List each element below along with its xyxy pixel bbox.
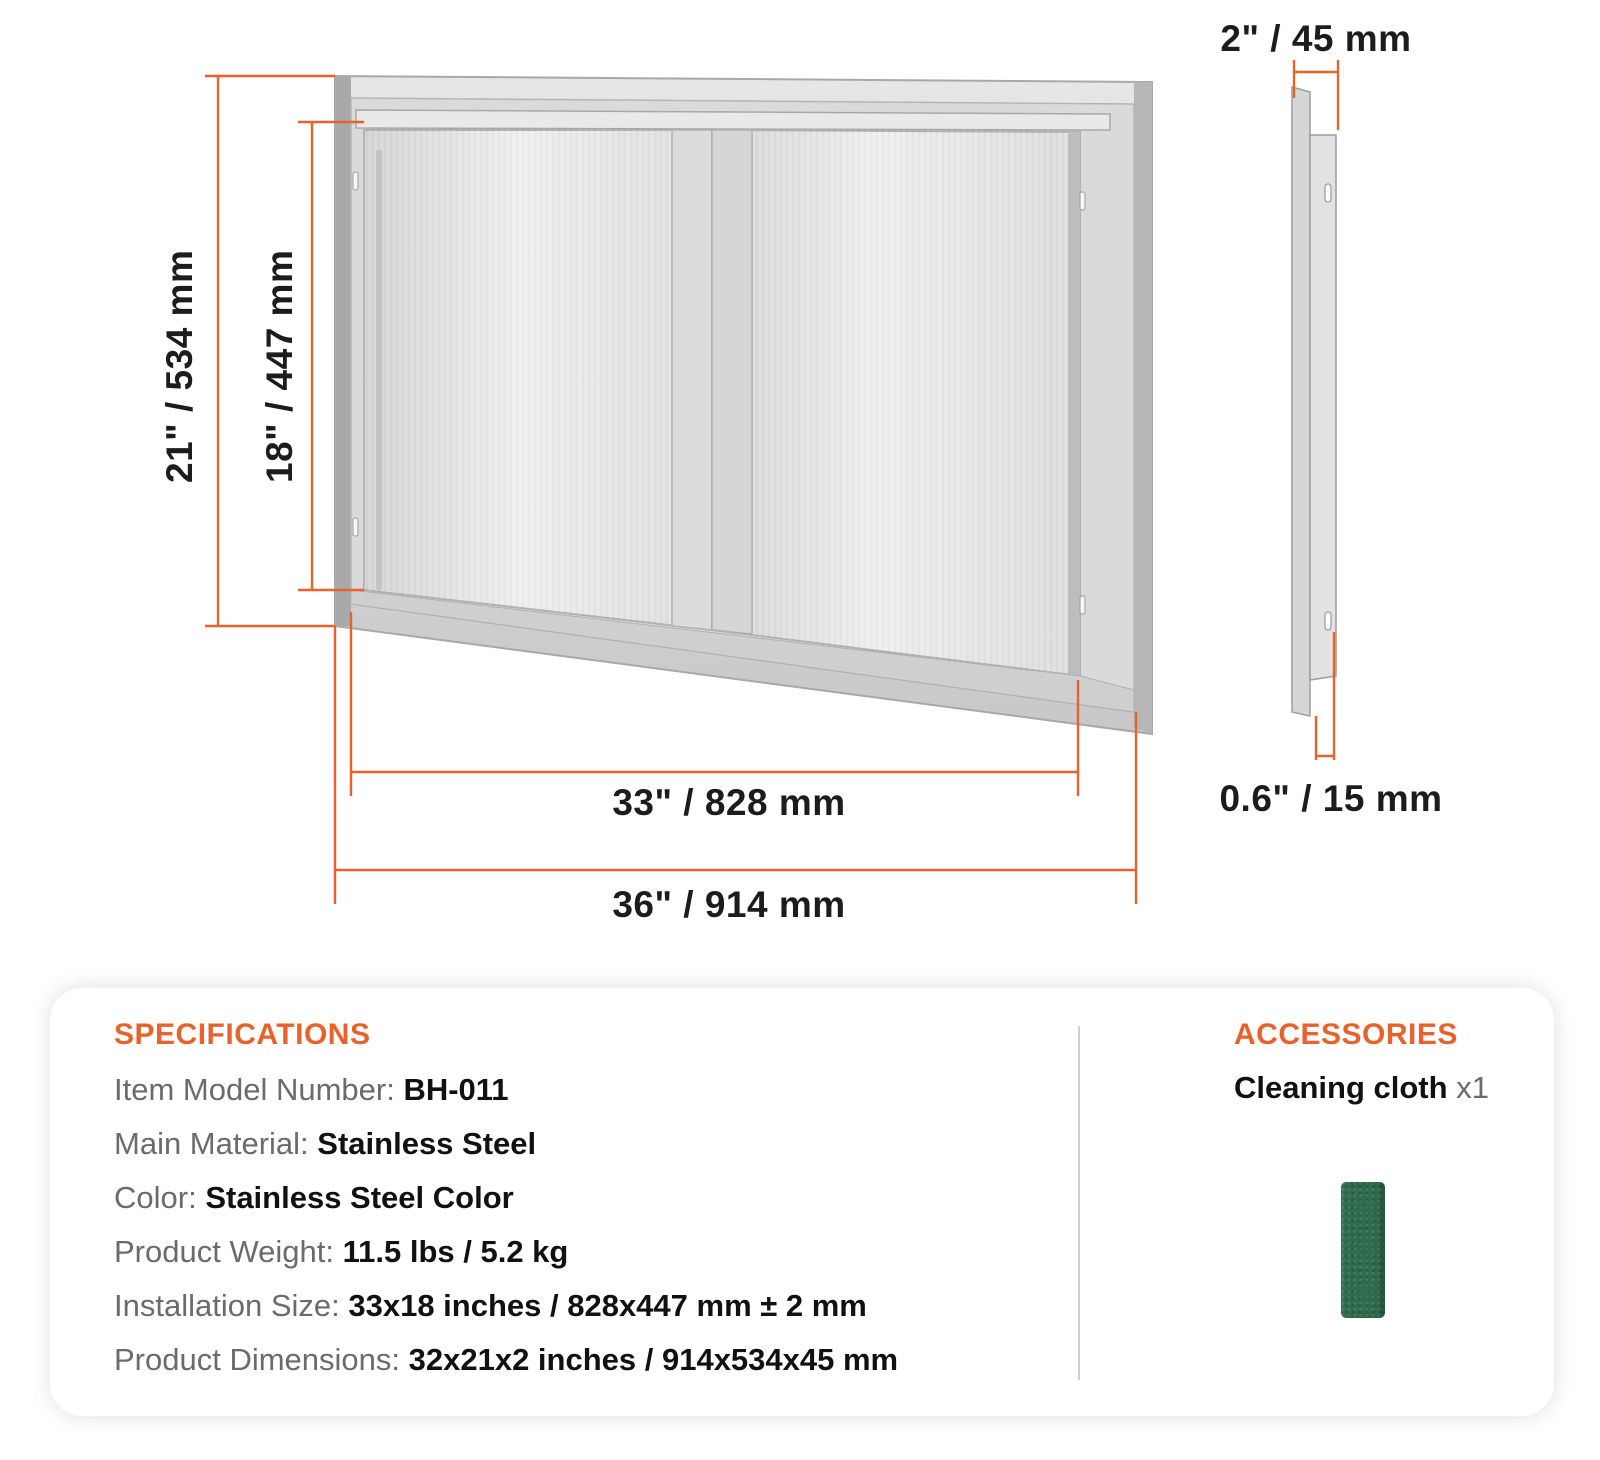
spec-value: 32x21x2 inches / 914x534x45 mm — [408, 1342, 899, 1377]
accessory-name: Cleaning cloth — [1234, 1070, 1448, 1105]
spec-value: Stainless Steel — [317, 1126, 537, 1161]
accessories-title: ACCESSORIES — [1234, 1018, 1458, 1051]
spec-value: 33x18 inches / 828x447 mm ± 2 mm — [348, 1288, 867, 1323]
opening-height-label: 18" / 447 mm — [259, 249, 300, 483]
spec-value: Stainless Steel Color — [205, 1180, 514, 1215]
opening-width-label: 33" / 828 mm — [612, 782, 846, 823]
accessory-qty: x1 — [1447, 1070, 1489, 1105]
accessory-item — [1234, 1070, 1489, 1106]
cleaning-cloth-icon — [1341, 1182, 1385, 1318]
spec-row-material — [114, 1126, 536, 1162]
overall-width-label: 36" / 914 mm — [612, 884, 846, 925]
spec-label: Product Dimensions: — [114, 1342, 409, 1377]
spec-value: 11.5 lbs / 5.2 kg — [342, 1234, 569, 1269]
depth-label: 2" / 45 mm — [1220, 18, 1412, 59]
spec-label: Color: — [114, 1180, 206, 1215]
spec-row-model — [114, 1072, 509, 1108]
card-divider — [1078, 1026, 1080, 1380]
spec-label: Item Model Number: — [114, 1072, 404, 1107]
spec-label: Installation Size: — [114, 1288, 349, 1323]
overall-height-label: 21" / 534 mm — [159, 249, 200, 483]
left-door — [364, 130, 712, 630]
spec-row-installation-size — [114, 1288, 867, 1324]
side-view — [1292, 87, 1336, 716]
specifications-title: SPECIFICATIONS — [114, 1018, 371, 1051]
door-thickness-label: 0.6" / 15 mm — [1219, 778, 1443, 819]
spec-label: Main Material: — [114, 1126, 318, 1161]
top-rail — [356, 110, 1110, 130]
specifications-card — [50, 988, 1554, 1416]
spec-value: BH-011 — [403, 1072, 509, 1107]
spec-row-color — [114, 1180, 514, 1216]
spec-row-dimensions — [114, 1342, 898, 1378]
spec-label: Product Weight: — [114, 1234, 343, 1269]
right-door — [712, 130, 1080, 676]
spec-row-weight — [114, 1234, 568, 1270]
